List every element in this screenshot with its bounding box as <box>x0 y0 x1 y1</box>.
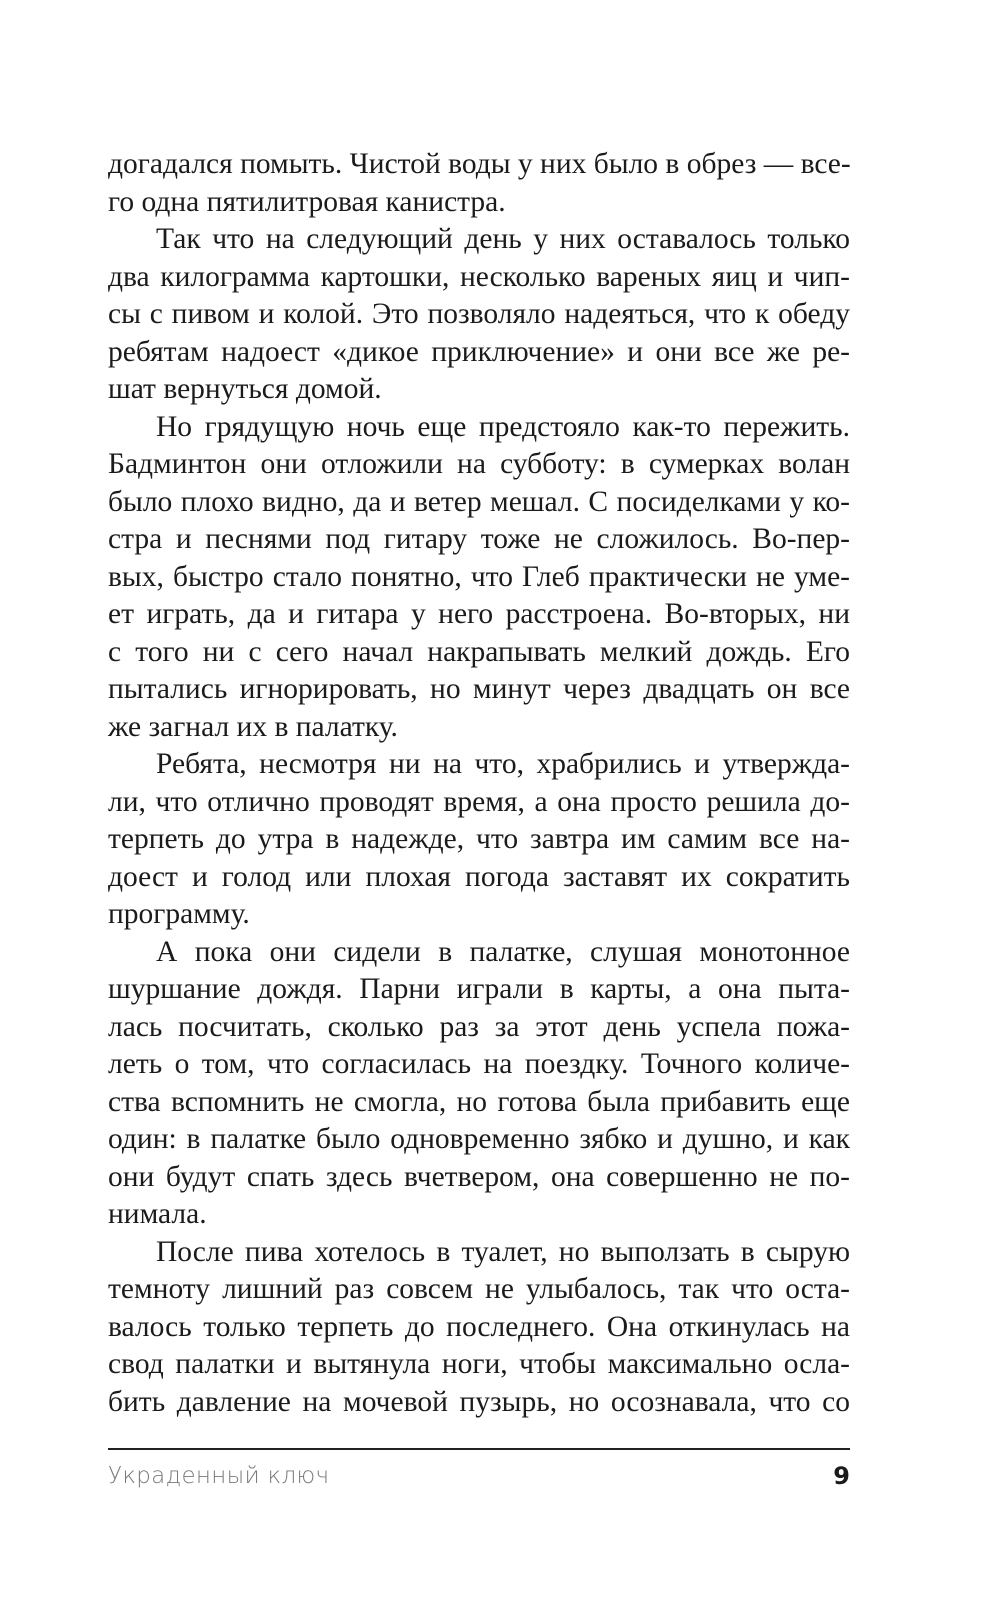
text-line: лась посчитать, сколько раз за этот день успела пожа- <box>108 1010 850 1043</box>
text-line: два килограмма картошки, несколько вареных яиц и чип- <box>108 260 850 293</box>
text-line: они будут спать здесь вчетвером, она совершенно не по- <box>108 1160 850 1193</box>
text-line: Но грядущую ночь еще предстояло как-то пережить. <box>156 410 850 443</box>
page-number: 9 <box>833 1462 850 1490</box>
text-line: ли, что отлично проводят время, а она просто решила до- <box>108 785 850 818</box>
text-line: пытались игнорировать, но минут через двадцать он все <box>108 673 850 705</box>
text-line: А пока они сидели в палатке, слушая монотонное <box>156 935 850 968</box>
text-line: Так что на следующий день у них оставалось только <box>156 223 850 255</box>
text-line: программу. <box>108 898 250 930</box>
running-footer-title: Украденный ключ <box>108 1463 330 1489</box>
text-line: вых, быстро стало понятно, что Глеб практически не уме- <box>108 560 850 593</box>
text-line: шат вернуться домой. <box>108 373 382 405</box>
text-line: терпеть до утра в надежде, что завтра им самим все на- <box>108 823 850 855</box>
text-line: Бадминтон они отложили на субботу: в сумерках волан <box>108 448 850 480</box>
text-line: ства вспомнить не смогла, но готова была прибавить еще <box>108 1085 850 1118</box>
body-text <box>108 146 850 1421</box>
text-line: же загнал их в палатку. <box>108 710 398 743</box>
text-line: стра и песнями под гитару тоже не сложилось. Во-пер- <box>108 523 850 555</box>
text-line: го одна пятилитровая канистра. <box>108 185 506 218</box>
text-line: валось только терпеть до последнего. Она откинулась на <box>108 1310 850 1343</box>
text-line: один: в палатке было одновременно зябко и душно, и как <box>108 1123 850 1155</box>
text-line: леть о том, что согласилась на поездку. Точного количе- <box>108 1048 850 1080</box>
text-line: После пива хотелось в туалет, но выползать в сырую <box>156 1235 850 1268</box>
text-line: с того ни с сего начал накрапывать мелкий дождь. Его <box>108 635 850 668</box>
text-line: доест и голод или плохая погода заставят их сократить <box>108 860 850 893</box>
text-line: ет играть, да и гитара у него расстроена. Во-вторых, ни <box>108 598 850 630</box>
text-line: Ребята, несмотря ни на что, храбрились и утвержда- <box>156 748 850 780</box>
text-line: было плохо видно, да и ветер мешал. С посиделками у ко- <box>108 485 850 518</box>
text-line: темноту лишний раз совсем не улыбалось, так что оста- <box>108 1273 850 1305</box>
footer-divider <box>108 1448 850 1450</box>
text-line: ребятам надоест «дикое приключение» и они все же ре- <box>108 335 850 368</box>
text-line: шуршание дождя. Парни играли в карты, а она пыта- <box>108 973 850 1005</box>
text-line: догадался помыть. Чистой воды у них было в обрез — все- <box>108 148 851 180</box>
text-line: бить давление на мочевой пузырь, но осознавала, что со <box>108 1385 850 1418</box>
text-line: сы с пивом и колой. Это позволяло надеяться, что к обеду <box>108 298 850 330</box>
text-line: нимала. <box>108 1198 207 1230</box>
text-line: свод палатки и вытянула ноги, чтобы максимально осла- <box>108 1348 850 1380</box>
